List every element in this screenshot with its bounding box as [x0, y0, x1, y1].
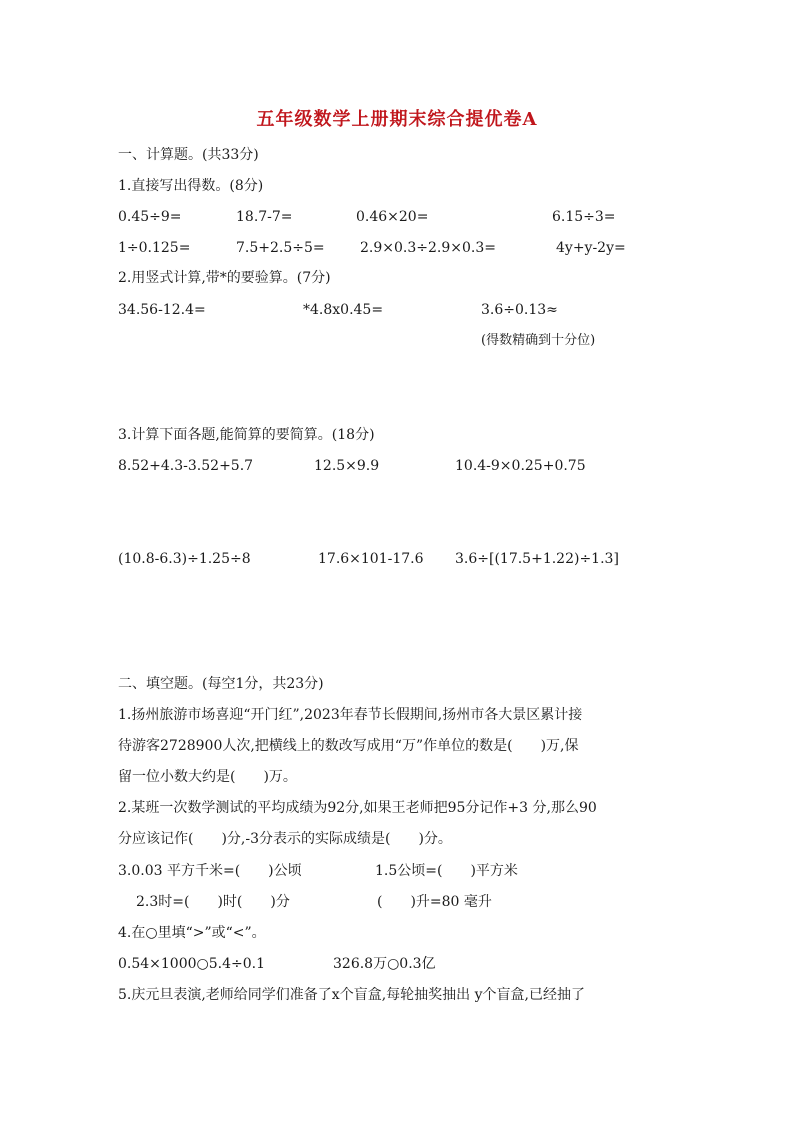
s2-q1-line3: 留一位小数大约是( )万。 [118, 769, 297, 785]
q3-label: 3.计算下面各题,能简算的要简算。(18分) [118, 427, 375, 443]
q3-r2-c2: 17.6×101-17.6 [318, 551, 424, 567]
s2-q1-line1: 1.扬州旅游市场喜迎“开门红”,2023年春节长假期间,扬州市各大景区累计接 [118, 707, 583, 723]
q3-r2-c1: (10.8-6.3)÷1.25÷8 [118, 551, 251, 567]
s2-q1-line2: 待游客2728900人次,把横线上的数改写成用“万”作单位的数是( )万,保 [118, 738, 579, 754]
q1-r1-c3: 0.46×20= [356, 209, 429, 225]
q1-r1-c2: 18.7-7= [236, 209, 293, 225]
s2-q3-d: ( )升=80 毫升 [377, 894, 492, 910]
s2-q2-line1: 2.某班一次数学测试的平均成绩为92分,如果王老师把95分记作+3 分,那么90 [118, 800, 597, 816]
q2-item-2: *4.8x0.45= [303, 302, 384, 318]
q3-r2-c3: 3.6÷[(17.5+1.22)÷1.3] [455, 551, 619, 567]
s2-q5-line1: 5.庆元旦表演,老师给同学们准备了x个盲盒,每轮抽奖抽出 y个盲盒,已经抽了 [118, 987, 585, 1003]
s2-q4-b: 326.8万○0.3亿 [333, 956, 436, 972]
section2-heading: 二、填空题。(每空1分，共23分) [118, 676, 324, 692]
s2-q4-label: 4.在○里填“>”或“<”。 [118, 925, 266, 941]
q2-label: 2.用竖式计算,带*的要验算。(7分) [118, 270, 331, 286]
q3-r1-c3: 10.4-9×0.25+0.75 [455, 458, 586, 474]
s2-q3-b: 1.5公顷=( )平方米 [375, 863, 518, 879]
q1-r2-c3: 2.9×0.3÷2.9×0.3= [360, 240, 496, 256]
q2-item-1: 34.56-12.4= [118, 302, 206, 318]
s2-q2-line2: 分应该记作( )分,-3分表示的实际成绩是( )分。 [118, 831, 452, 847]
q1-r2-c2: 7.5+2.5÷5= [236, 240, 325, 256]
s2-q3-a: 3.0.03 平方千米=( )公顷 [118, 863, 302, 879]
q1-r1-c4: 6.15÷3= [552, 209, 616, 225]
s2-q3-c: 2.3时=( )时( )分 [136, 894, 290, 910]
q1-r2-c1: 1÷0.125= [118, 240, 191, 256]
section1-heading: 一、计算题。(共33分) [118, 147, 259, 163]
s2-q4-a: 0.54×1000○5.4÷0.1 [118, 956, 266, 972]
q1-r2-c4: 4y+y-2y= [556, 240, 626, 256]
q3-r1-c1: 8.52+4.3-3.52+5.7 [118, 458, 254, 474]
q1-r1-c1: 0.45÷9= [118, 209, 182, 225]
q2-note: (得数精确到十分位) [481, 333, 596, 348]
q2-item-3: 3.6÷0.13≈ [481, 302, 558, 318]
q1-label: 1.直接写出得数。(8分) [118, 178, 264, 194]
q3-r1-c2: 12.5×9.9 [314, 458, 380, 474]
page-title: 五年级数学上册期末综合提优卷A [256, 109, 538, 130]
